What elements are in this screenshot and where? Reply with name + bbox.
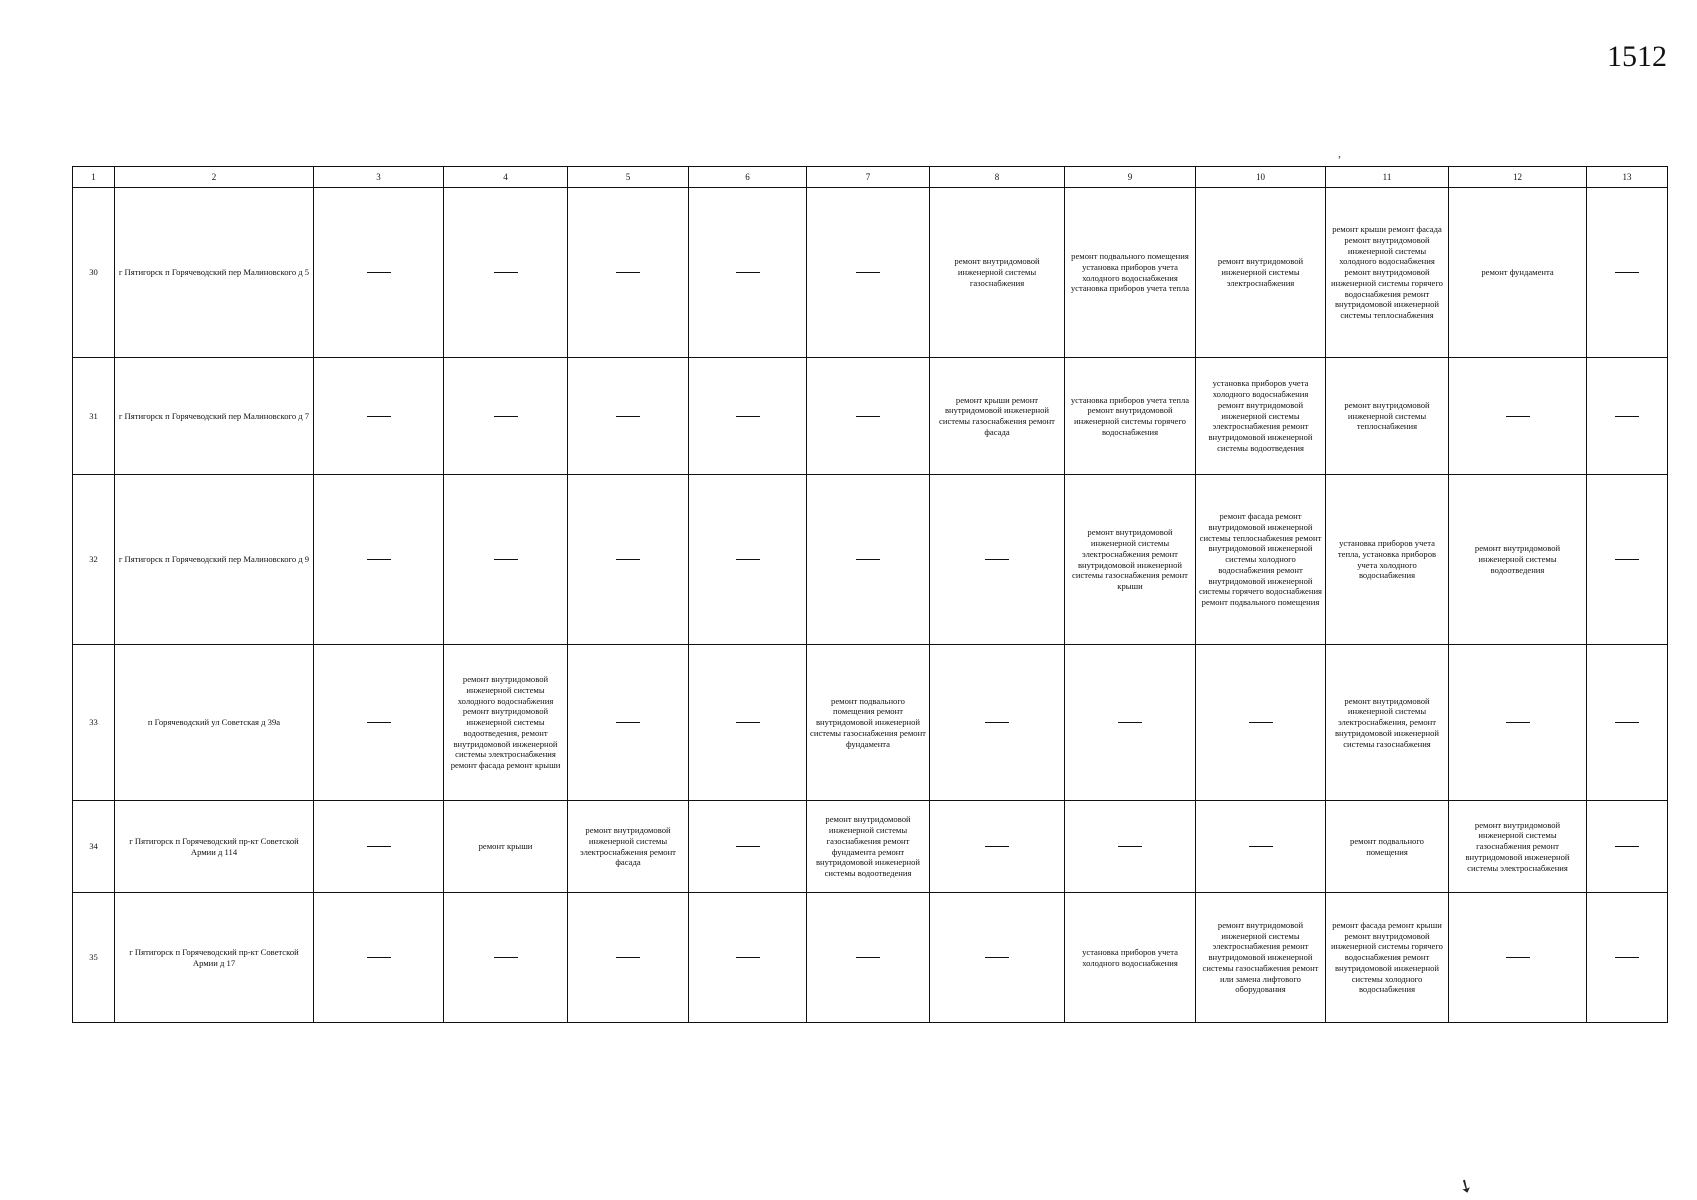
row-number: 31 — [73, 358, 115, 475]
empty-dash — [367, 272, 391, 274]
empty-dash — [494, 416, 518, 418]
empty-dash — [856, 957, 880, 959]
work-cell-col-10: ремонт фасада ремонт внутридомовой инженерной системы теплоснабжения ремонт внутридомовой инженерной системы холодного водоснабжения ремонт внутридомовой инженерной системы горячего водоснабжения ремонт подвального помещения — [1196, 475, 1326, 645]
work-cell-col-6 — [689, 188, 807, 358]
work-cell-col-10 — [1196, 801, 1326, 893]
row-number: 33 — [73, 645, 115, 801]
empty-dash — [616, 272, 640, 274]
column-header-9: 9 — [1065, 167, 1196, 188]
work-cell-col-4 — [444, 358, 568, 475]
empty-dash — [367, 416, 391, 418]
row-number: 32 — [73, 475, 115, 645]
empty-dash — [1506, 957, 1530, 959]
empty-dash — [494, 559, 518, 561]
table-row — [73, 475, 1668, 645]
column-header-11: 11 — [1326, 167, 1449, 188]
table-row — [73, 801, 1668, 893]
work-cell-col-11: ремонт внутридомовой инженерной системы электроснабжения, ремонт внутридомовой инженерной системы газоснабжения — [1326, 645, 1449, 801]
work-cell-col-6 — [689, 645, 807, 801]
work-cell-col-10: установка приборов учета холодного водоснабжения ремонт внутридомовой инженерной системы электроснабжения ремонт внутридомовой инженерной системы водоотведения — [1196, 358, 1326, 475]
work-cell-col-5 — [568, 475, 689, 645]
empty-dash — [856, 272, 880, 274]
work-cell-col-7 — [807, 893, 930, 1023]
row-number: 30 — [73, 188, 115, 358]
empty-dash — [494, 957, 518, 959]
column-number-row — [73, 167, 1668, 188]
column-header-2: 2 — [115, 167, 314, 188]
work-cell-col-3 — [314, 801, 444, 893]
work-cell-col-6 — [689, 893, 807, 1023]
column-header-7: 7 — [807, 167, 930, 188]
column-header-5: 5 — [568, 167, 689, 188]
work-cell-col-11: установка приборов учета тепла, установка приборов учета холодного водоснабжения — [1326, 475, 1449, 645]
work-cell-col-5 — [568, 188, 689, 358]
work-cell-col-6 — [689, 801, 807, 893]
work-cell-col-9: установка приборов учета тепла ремонт внутридомовой инженерной системы горячего водоснабжения — [1065, 358, 1196, 475]
work-cell-col-8: ремонт крыши ремонт внутридомовой инженерной системы газоснабжения ремонт фасада — [930, 358, 1065, 475]
empty-dash — [616, 416, 640, 418]
empty-dash — [736, 846, 760, 848]
work-cell-col-4 — [444, 475, 568, 645]
empty-dash — [1118, 722, 1142, 724]
column-header-6: 6 — [689, 167, 807, 188]
column-header-1: 1 — [73, 167, 115, 188]
work-cell-col-11: ремонт подвального помещения — [1326, 801, 1449, 893]
column-header-4: 4 — [444, 167, 568, 188]
work-cell-col-3 — [314, 893, 444, 1023]
empty-dash — [856, 559, 880, 561]
work-cell-col-5 — [568, 358, 689, 475]
address-cell: г Пятигорск п Горячеводский пр-кт Советской Армии д 17 — [115, 893, 314, 1023]
empty-dash — [494, 272, 518, 274]
work-cell-col-8 — [930, 893, 1065, 1023]
empty-dash — [616, 722, 640, 724]
work-cell-col-5 — [568, 893, 689, 1023]
work-cell-col-13 — [1587, 188, 1668, 358]
empty-dash — [1615, 846, 1639, 848]
work-cell-col-3 — [314, 645, 444, 801]
address-cell: г Пятигорск п Горячеводский пер Малиновского д 9 — [115, 475, 314, 645]
table-row — [73, 645, 1668, 801]
page-number: 1512 — [1607, 40, 1667, 73]
address-cell: г Пятигорск п Горячеводский пер Малиновского д 5 — [115, 188, 314, 358]
work-cell-col-13 — [1587, 645, 1668, 801]
work-cell-col-11: ремонт фасада ремонт крыши ремонт внутридомовой инженерной системы горячего водоснабжения ремонт внутридомовой инженерной системы холодного водоснабжения — [1326, 893, 1449, 1023]
column-header-13: 13 — [1587, 167, 1668, 188]
work-cell-col-13 — [1587, 893, 1668, 1023]
work-cell-col-10 — [1196, 645, 1326, 801]
work-cell-col-9 — [1065, 645, 1196, 801]
work-cell-col-12: ремонт внутридомовой инженерной системы водоотведения — [1449, 475, 1587, 645]
empty-dash — [1615, 722, 1639, 724]
work-cell-col-9 — [1065, 801, 1196, 893]
work-cell-col-4 — [444, 188, 568, 358]
work-cell-col-7: ремонт внутридомовой инженерной системы газоснабжения ремонт фундамента ремонт внутридомовой инженерной системы водоотведения — [807, 801, 930, 893]
work-cell-col-9: ремонт подвального помещения установка приборов учета холодного водоснабжения установка приборов учета тепла — [1065, 188, 1196, 358]
work-cell-col-4: ремонт крыши — [444, 801, 568, 893]
work-cell-col-11: ремонт внутридомовой инженерной системы теплоснабжения — [1326, 358, 1449, 475]
empty-dash — [1615, 559, 1639, 561]
empty-dash — [1615, 272, 1639, 274]
work-cell-col-6 — [689, 475, 807, 645]
work-cell-col-6 — [689, 358, 807, 475]
work-cell-col-7 — [807, 188, 930, 358]
table-row — [73, 893, 1668, 1023]
empty-dash — [367, 559, 391, 561]
empty-dash — [1615, 416, 1639, 418]
work-cell-col-12 — [1449, 645, 1587, 801]
empty-dash — [1249, 722, 1273, 724]
address-cell: г Пятигорск п Горячеводский пр-кт Советской Армии д 114 — [115, 801, 314, 893]
empty-dash — [736, 559, 760, 561]
address-cell: п Горячеводский ул Советская д 39а — [115, 645, 314, 801]
work-cell-col-3 — [314, 188, 444, 358]
empty-dash — [736, 722, 760, 724]
empty-dash — [367, 846, 391, 848]
empty-dash — [736, 957, 760, 959]
scan-tick-mark: , — [1338, 146, 1341, 160]
work-cell-col-7 — [807, 358, 930, 475]
empty-dash — [1615, 957, 1639, 959]
column-header-3: 3 — [314, 167, 444, 188]
work-cell-col-7 — [807, 475, 930, 645]
empty-dash — [856, 416, 880, 418]
work-cell-col-13 — [1587, 475, 1668, 645]
empty-dash — [985, 957, 1009, 959]
empty-dash — [367, 722, 391, 724]
scan-arrow-mark: ➘ — [1454, 1173, 1478, 1199]
empty-dash — [1118, 846, 1142, 848]
work-cell-col-9: установка приборов учета холодного водоснабжения — [1065, 893, 1196, 1023]
work-cell-col-13 — [1587, 358, 1668, 475]
empty-dash — [1249, 846, 1273, 848]
work-cell-col-8: ремонт внутридомовой инженерной системы газоснабжения — [930, 188, 1065, 358]
empty-dash — [985, 722, 1009, 724]
empty-dash — [985, 559, 1009, 561]
address-cell: г Пятигорск п Горячеводский пер Малиновского д 7 — [115, 358, 314, 475]
work-cell-col-12: ремонт внутридомовой инженерной системы газоснабжения ремонт внутридомовой инженерной системы электроснабжения — [1449, 801, 1587, 893]
empty-dash — [1506, 416, 1530, 418]
work-cell-col-12 — [1449, 358, 1587, 475]
work-cell-col-4 — [444, 893, 568, 1023]
work-cell-col-3 — [314, 475, 444, 645]
empty-dash — [616, 957, 640, 959]
row-number: 34 — [73, 801, 115, 893]
work-cell-col-5: ремонт внутридомовой инженерной системы электроснабжения ремонт фасада — [568, 801, 689, 893]
empty-dash — [616, 559, 640, 561]
work-cell-col-12 — [1449, 893, 1587, 1023]
work-cell-col-8 — [930, 801, 1065, 893]
work-cell-col-8 — [930, 475, 1065, 645]
empty-dash — [736, 272, 760, 274]
work-cell-col-3 — [314, 358, 444, 475]
empty-dash — [985, 846, 1009, 848]
table-row — [73, 358, 1668, 475]
work-cell-col-10: ремонт внутридомовой инженерной системы электроснабжения ремонт внутридомовой инженерной системы газоснабжения ремонт или замена лифтового оборудования — [1196, 893, 1326, 1023]
work-cell-col-10: ремонт внутридомовой инженерной системы электроснабжения — [1196, 188, 1326, 358]
table-row — [73, 188, 1668, 358]
repair-schedule-table — [72, 166, 1668, 1023]
empty-dash — [367, 957, 391, 959]
empty-dash — [736, 416, 760, 418]
work-cell-col-8 — [930, 645, 1065, 801]
work-cell-col-12: ремонт фундамента — [1449, 188, 1587, 358]
work-cell-col-13 — [1587, 801, 1668, 893]
column-header-8: 8 — [930, 167, 1065, 188]
row-number: 35 — [73, 893, 115, 1023]
column-header-10: 10 — [1196, 167, 1326, 188]
work-cell-col-7: ремонт подвального помещения ремонт внутридомовой инженерной системы газоснабжения ремонт фундамента — [807, 645, 930, 801]
work-cell-col-4: ремонт внутридомовой инженерной системы холодного водоснабжения ремонт внутридомовой инженерной системы водоотведения, ремонт внутридомовой инженерной системы электроснабжения ремонт фасада ремонт крыши — [444, 645, 568, 801]
work-cell-col-5 — [568, 645, 689, 801]
column-header-12: 12 — [1449, 167, 1587, 188]
work-cell-col-11: ремонт крыши ремонт фасада ремонт внутридомовой инженерной системы холодного водоснабжения ремонт внутридомовой инженерной системы горячего водоснабжения ремонт внутридомовой инженерной системы теплоснабжения — [1326, 188, 1449, 358]
empty-dash — [1506, 722, 1530, 724]
work-cell-col-9: ремонт внутридомовой инженерной системы электроснабжения ремонт внутридомовой инженерной системы газоснабжения ремонт крыши — [1065, 475, 1196, 645]
